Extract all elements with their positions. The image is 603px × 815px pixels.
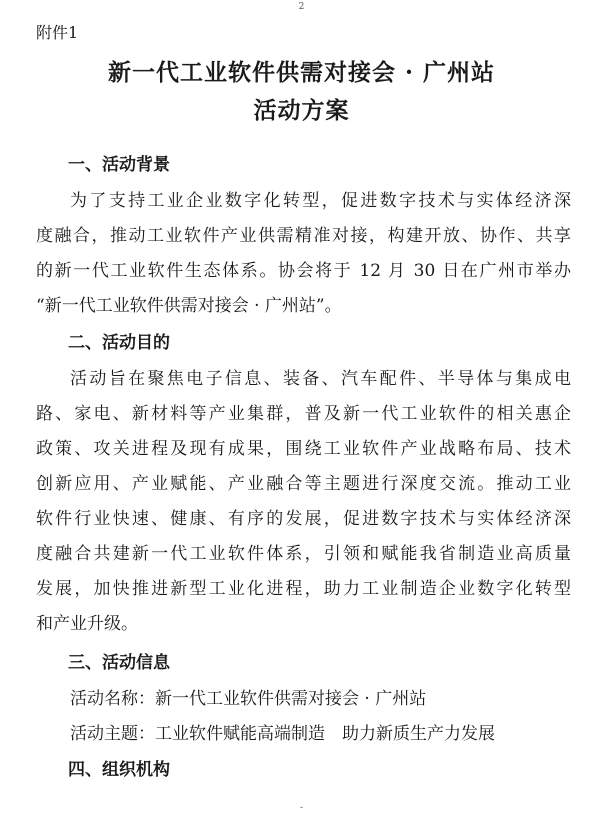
activity-theme-line: 活动主题：工业软件赋能高端制造 助力新质生产力发展 [70,724,495,744]
section-heading-organization: 四、组织机构 [68,760,170,780]
paragraph-line: 软件行业快速、健康、有序的发展，促进数字技术与实体经济深 [36,509,571,529]
paragraph-line: “新一代工业软件供需对接会 · 广州站”。 [36,296,342,316]
page-number: 2 [298,2,305,12]
paragraph-line: 政策、攻关进程及现有成果，围绕工业软件产业战略布局、技术 [36,439,571,459]
paragraph-line: 度融合，推动工业软件产业供需精准对接，构建开放、协作、共享 [36,226,571,246]
section-heading-purpose: 二、活动目的 [68,333,170,353]
paragraph-line: 的新一代工业软件生态体系。协会将于 12 月 30 日在广州市举办 [36,261,571,281]
paragraph-line: 创新应用、产业赋能、产业融合等主题进行深度交流。推动工业 [36,474,571,494]
paragraph-line: 路、家电、新材料等产业集群，普及新一代工业软件的相关惠企 [36,404,571,424]
document-subtitle: 活动方案 [253,97,350,124]
section-heading-info: 三、活动信息 [68,653,170,673]
attachment-label: 附件1 [36,23,79,42]
activity-name-line: 活动名称：新一代工业软件供需对接会 · 广州站 [70,689,427,709]
paragraph-line: 活动旨在聚焦电子信息、装备、汽车配件、半导体与集成电 [70,369,571,389]
paragraph-line: 发展，加快推进新型工业化进程，助力工业制造企业数字化转型 [36,579,571,599]
section-heading-background: 一、活动背景 [68,155,170,175]
document-title: 新一代工业软件供需对接会 · 广州站 [107,59,496,86]
page-footer-mark: - [299,803,304,813]
paragraph-line: 度融合共建新一代工业软件体系，引领和赋能我省制造业高质量 [36,544,571,564]
paragraph-line: 为了支持工业企业数字化转型，促进数字技术与实体经济深 [70,191,571,211]
paragraph-line: 和产业升级。 [36,614,138,634]
